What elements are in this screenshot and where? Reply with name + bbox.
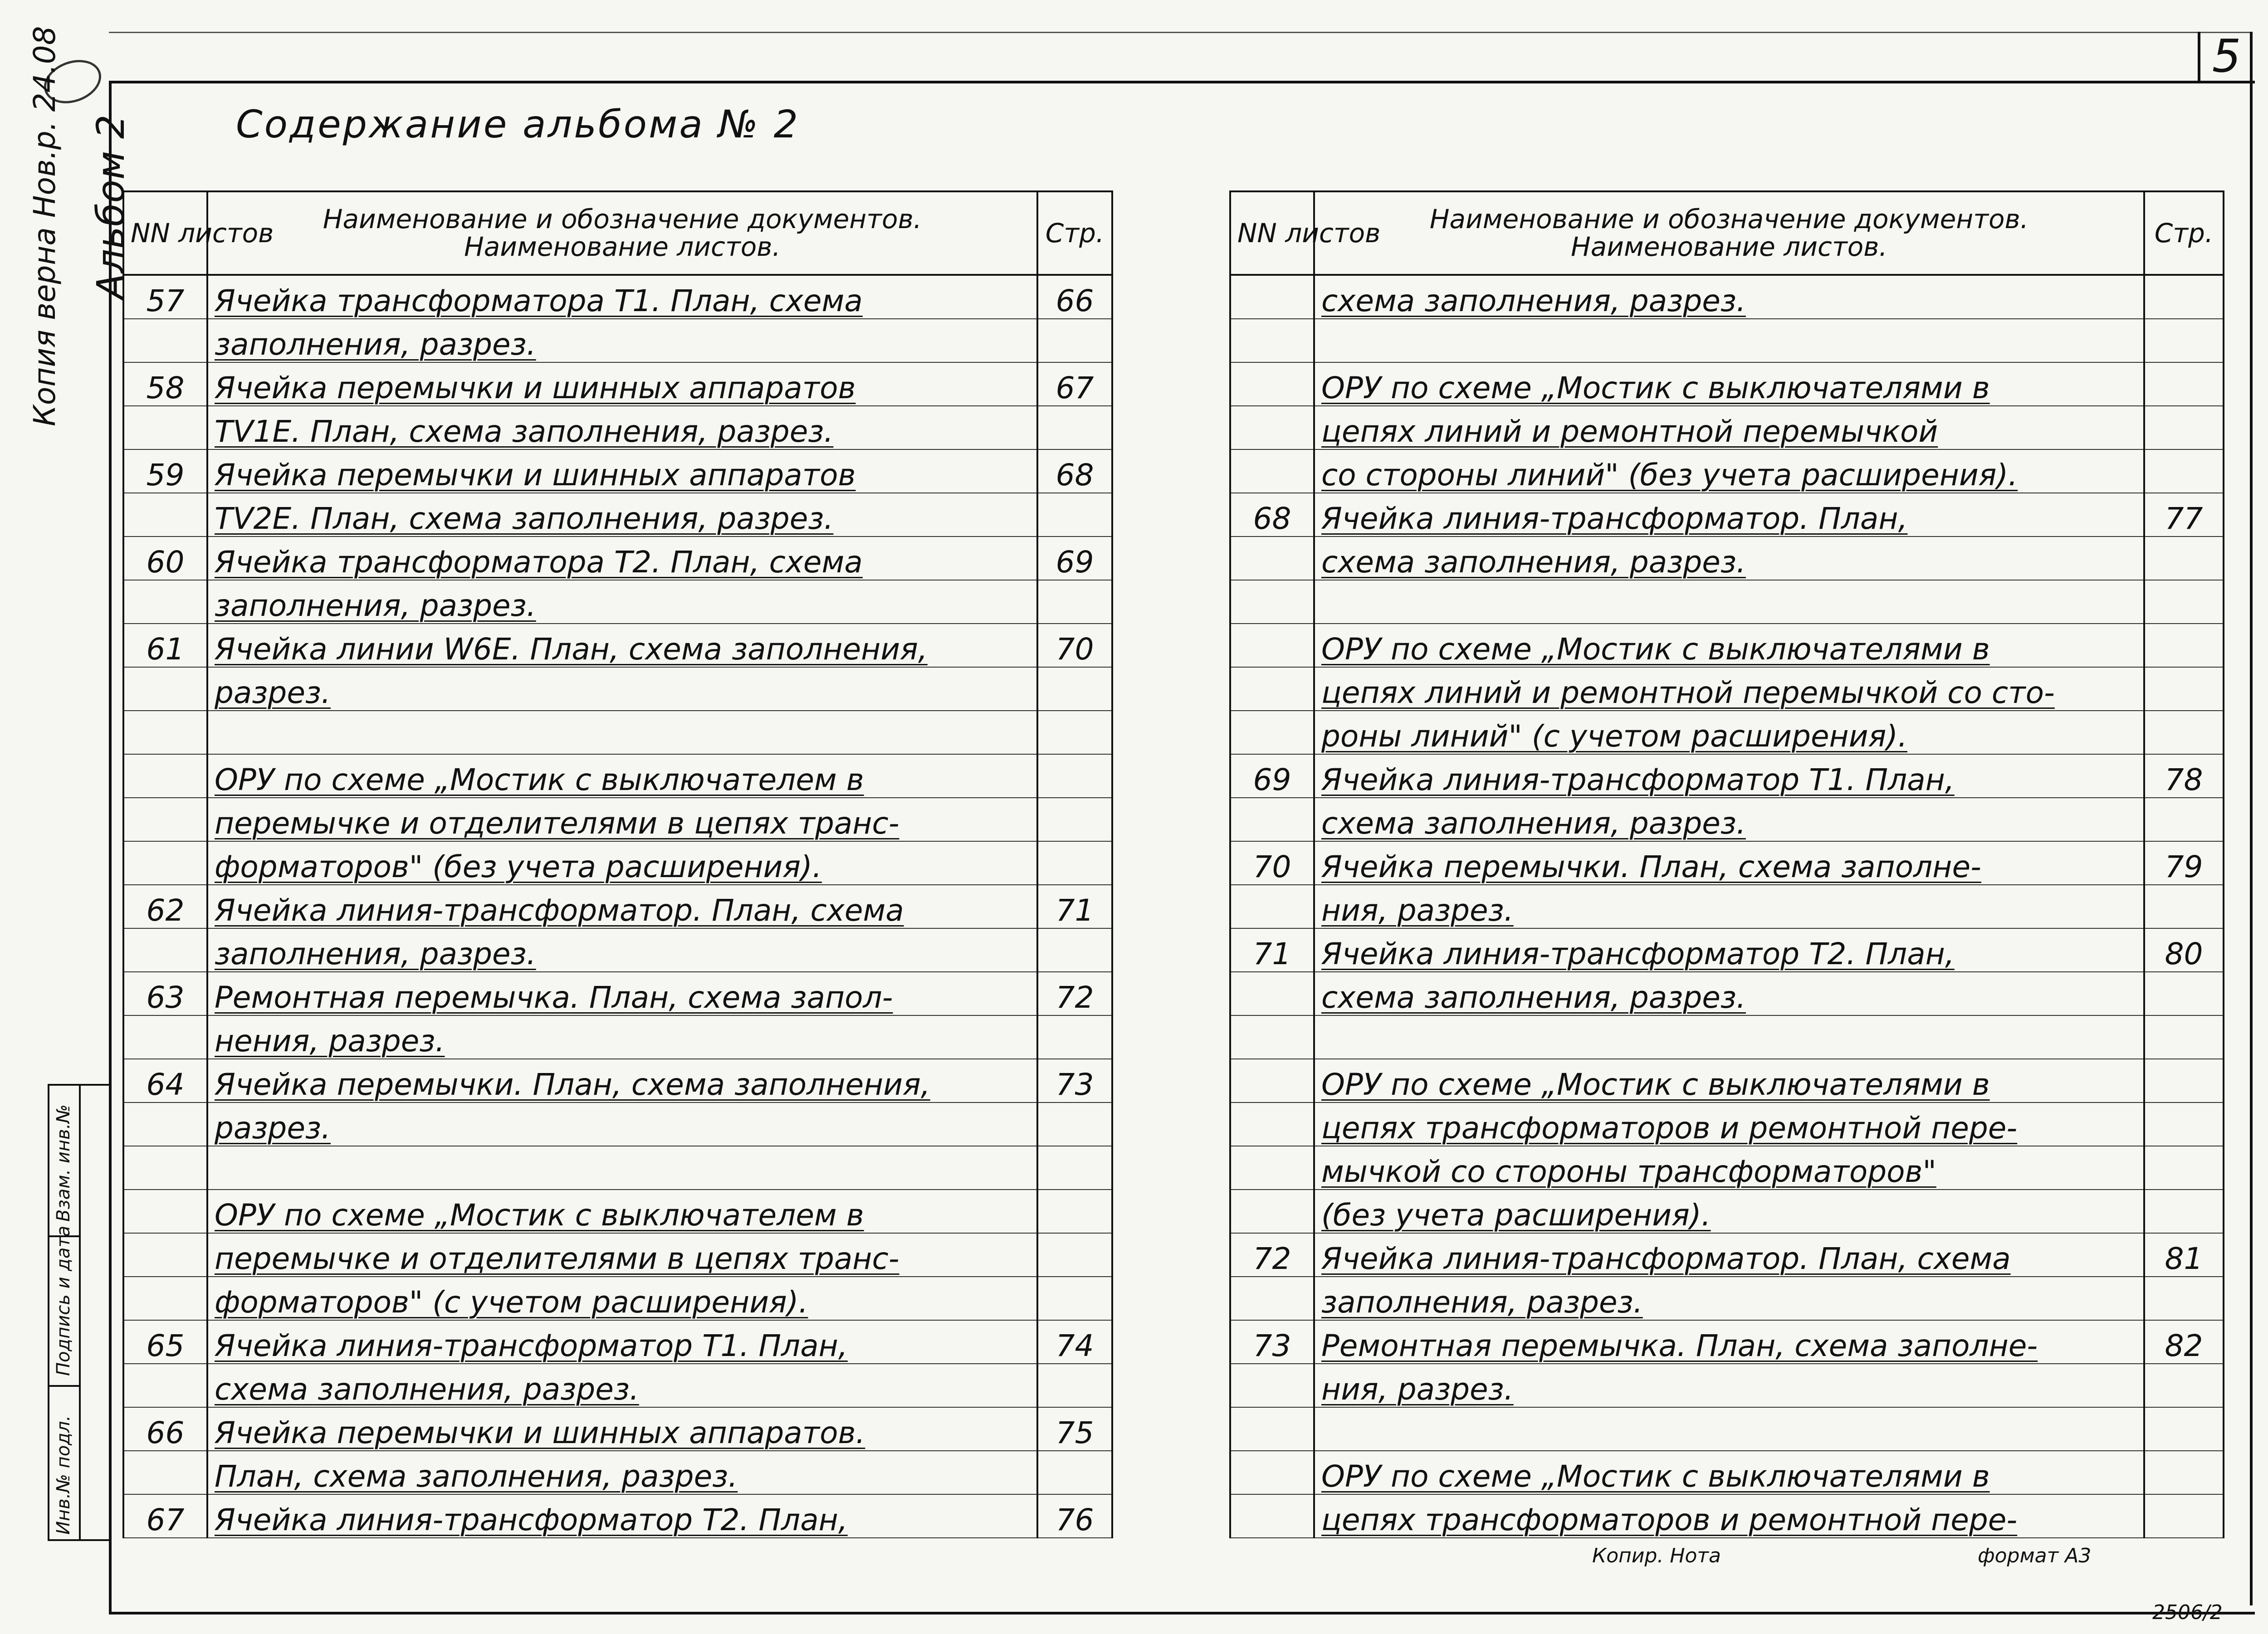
- sheet-number-cell: [1230, 1102, 1314, 1146]
- sheet-number-cell: 70: [1230, 841, 1314, 885]
- sheet-number-cell: 71: [1230, 928, 1314, 972]
- table-row: [1230, 1233, 2224, 1277]
- table-row: [123, 754, 1112, 798]
- table-header-row: [123, 191, 1112, 275]
- page-number-cell: [2144, 1494, 2224, 1538]
- entry-text-cell: TV1E. План, схема заполнения, разрез.: [207, 406, 1037, 449]
- table-row: [1230, 1407, 2224, 1451]
- entry-text-cell: перемычке и отделителями в цепях транс-: [207, 1233, 1037, 1277]
- header-sheet-no: NN листов: [1230, 191, 1314, 275]
- sheet-number-cell: [123, 928, 207, 972]
- table-row: [123, 841, 1112, 885]
- sheet-number-cell: 66: [123, 1407, 207, 1451]
- sheet-number-cell: 72: [1230, 1233, 1314, 1277]
- table-row: [1230, 928, 2224, 972]
- entry-text-cell: Ячейка линия-трансформатор Т2. План,: [1314, 928, 2144, 972]
- entry-text-cell: перемычке и отделителями в цепях транс-: [207, 798, 1037, 841]
- table-row: [1230, 711, 2224, 754]
- sheet-number-cell: [1230, 1059, 1314, 1102]
- entry-text-cell: схема заполнения, разрез.: [207, 1364, 1037, 1407]
- entry-text-cell: [1314, 580, 2144, 624]
- page-number-cell: [2144, 1277, 2224, 1320]
- table-row: [123, 624, 1112, 667]
- entry-text-cell: со стороны линий" (без учета расширения).: [1314, 449, 2144, 493]
- sheet-number-cell: [123, 1364, 207, 1407]
- entry-text-cell: заполнения, разрез.: [207, 319, 1037, 362]
- table-row: [123, 928, 1112, 972]
- sheet-number-cell: [1230, 362, 1314, 406]
- entry-text-cell: Ячейка перемычки. План, схема заполне-: [1314, 841, 2144, 885]
- entry-text-cell: Ячейка перемычки и шинных аппаратов.: [207, 1407, 1037, 1451]
- album-label: Альбом 2: [88, 114, 133, 299]
- stamp-sign-date: Подпись и дата: [53, 1225, 74, 1376]
- table-row: [123, 711, 1112, 754]
- table-row: [1230, 275, 2224, 319]
- page-number-cell: [2144, 1407, 2224, 1451]
- entry-text-cell: Ячейка перемычки. План, схема заполнения,: [207, 1059, 1037, 1102]
- table-row: [1230, 580, 2224, 624]
- page-number-cell: [1037, 841, 1112, 885]
- entry-text-cell: Ячейка трансформатора Т2. План, схема: [207, 537, 1037, 580]
- table-row: [1230, 537, 2224, 580]
- table-row: [1230, 798, 2224, 841]
- sheet-number-cell: [123, 1190, 207, 1233]
- sheet-number-cell: 62: [123, 885, 207, 928]
- contents-table-right: [1229, 190, 2224, 1538]
- entry-text-cell: Ячейка линия-трансформатор. План,: [1314, 493, 2144, 537]
- stamp-replace-inv: Взам. инв.№: [53, 1104, 74, 1222]
- page-number-cell: 70: [1037, 624, 1112, 667]
- table-row: [123, 406, 1112, 449]
- page-number-cell: [2144, 1146, 2224, 1190]
- page-number-cell: [1037, 1277, 1112, 1320]
- sheet-number-cell: [123, 1102, 207, 1146]
- entry-text-cell: мычкой со стороны трансформаторов": [1314, 1146, 2144, 1190]
- document-code: 2506/2: [2152, 1601, 2223, 1624]
- entry-text-cell: ОРУ по схеме „Мостик с выключателем в: [207, 1190, 1037, 1233]
- table-row: [1230, 319, 2224, 362]
- sheet-number-cell: [123, 319, 207, 362]
- table-row: [1230, 1277, 2224, 1320]
- sheet-number-cell: 59: [123, 449, 207, 493]
- sheet-number-cell: [123, 841, 207, 885]
- entry-text-cell: Ячейка линия-трансформатор Т2. План,: [207, 1494, 1037, 1538]
- entry-text-cell: [1314, 1407, 2144, 1451]
- stamp-divider: [49, 1385, 79, 1387]
- sheet-number-cell: 68: [1230, 493, 1314, 537]
- page-number-cell: [2144, 275, 2224, 319]
- table-row: [123, 580, 1112, 624]
- table-row: [1230, 667, 2224, 711]
- sheet-number-cell: [123, 1451, 207, 1494]
- sheet-number-cell: 64: [123, 1059, 207, 1102]
- page-number-cell: 69: [1037, 537, 1112, 580]
- sheet-number-cell: [123, 406, 207, 449]
- page-number-cell: [1037, 580, 1112, 624]
- paper-format: формат А3: [1978, 1544, 2092, 1567]
- entry-text-cell: [1314, 1015, 2144, 1059]
- sheet-number-cell: [1230, 667, 1314, 711]
- page-number-cell: 80: [2144, 928, 2224, 972]
- page-number-cell: [2144, 406, 2224, 449]
- sheet-number-cell: [123, 754, 207, 798]
- table-row: [1230, 493, 2224, 537]
- table-row: [123, 1146, 1112, 1190]
- entry-text-cell: схема заполнения, разрез.: [1314, 537, 2144, 580]
- entry-text-cell: цепях трансформаторов и ремонтной пере-: [1314, 1494, 2144, 1538]
- table-row: [123, 798, 1112, 841]
- sheet-number-cell: 67: [123, 1494, 207, 1538]
- top-trim-line: [109, 32, 2250, 33]
- sheet-number-cell: 65: [123, 1320, 207, 1364]
- sheet-number-cell: [123, 1233, 207, 1277]
- page-number-cell: [1037, 928, 1112, 972]
- header-name-line2: Наименование листов.: [1571, 231, 1887, 262]
- page-number-cell: 74: [1037, 1320, 1112, 1364]
- header-name-line2: Наименование листов.: [464, 231, 781, 262]
- page-number-cell: 78: [2144, 754, 2224, 798]
- entry-text-cell: роны линий" (с учетом расширения).: [1314, 711, 2144, 754]
- entry-text-cell: форматоров" (с учетом расширения).: [207, 1277, 1037, 1320]
- sheet-number-cell: [1230, 1190, 1314, 1233]
- table-row: [123, 885, 1112, 928]
- entry-text-cell: форматоров" (без учета расширения).: [207, 841, 1037, 885]
- page-number-cell: [1037, 1146, 1112, 1190]
- table-row: [123, 1233, 1112, 1277]
- sheet-number-cell: 61: [123, 624, 207, 667]
- entry-text-cell: цепях линий и ремонтной перемычкой со сто-: [1314, 667, 2144, 711]
- side-stamp: [48, 1084, 111, 1541]
- header-page: Стр.: [1037, 191, 1112, 275]
- entry-text-cell: Ячейка линии W6E. План, схема заполнения,: [207, 624, 1037, 667]
- entry-text-cell: Ячейка линия-трансформатор. План, схема: [1314, 1233, 2144, 1277]
- table-row: [1230, 1451, 2224, 1494]
- table-row: [1230, 1364, 2224, 1407]
- page-number-cell: [2144, 711, 2224, 754]
- page-number-cell: [2144, 362, 2224, 406]
- page-number-cell: [2144, 885, 2224, 928]
- header-name: [1314, 191, 2144, 275]
- page-title: Содержание альбома № 2: [236, 102, 800, 146]
- table-row: [1230, 841, 2224, 885]
- sheet-number-cell: [1230, 1015, 1314, 1059]
- entry-text-cell: ОРУ по схеме „Мостик с выключателями в: [1314, 1451, 2144, 1494]
- table-row: [1230, 449, 2224, 493]
- table-row: [1230, 362, 2224, 406]
- table-row: [123, 667, 1112, 711]
- sheet-number-cell: [1230, 1277, 1314, 1320]
- table-row: [123, 1451, 1112, 1494]
- page-number-cell: [2144, 1059, 2224, 1102]
- sheet-number-cell: [1230, 1494, 1314, 1538]
- sheet-number-cell: [123, 711, 207, 754]
- entry-text-cell: разрез.: [207, 1102, 1037, 1146]
- sheet-number-cell: [1230, 798, 1314, 841]
- sheet-number-cell: [123, 1015, 207, 1059]
- page-number-cell: [2144, 667, 2224, 711]
- page-number-cell: [1037, 798, 1112, 841]
- entry-text-cell: TV2E. План, схема заполнения, разрез.: [207, 493, 1037, 537]
- page-number-cell: [2144, 319, 2224, 362]
- table-row: [1230, 754, 2224, 798]
- page-number-cell: [1037, 1102, 1112, 1146]
- sheet-number-cell: [1230, 1364, 1314, 1407]
- page-number-cell: [1037, 1015, 1112, 1059]
- sheet-number-cell: [1230, 1146, 1314, 1190]
- page-number-cell: 77: [2144, 493, 2224, 537]
- page-number-cell: 82: [2144, 1320, 2224, 1364]
- entry-text-cell: Ячейка перемычки и шинных аппаратов: [207, 449, 1037, 493]
- entry-text-cell: Ячейка линия-трансформатор Т1. План,: [207, 1320, 1037, 1364]
- sheet-number-cell: [1230, 1451, 1314, 1494]
- table-row: [1230, 1190, 2224, 1233]
- entry-text-cell: План, схема заполнения, разрез.: [207, 1451, 1037, 1494]
- sheet-number-cell: [123, 1277, 207, 1320]
- header-sheet-no: NN листов: [123, 191, 207, 275]
- page-number-cell: 72: [1037, 972, 1112, 1015]
- table-row: [1230, 1015, 2224, 1059]
- page-number-cell: [2144, 1102, 2224, 1146]
- sheet-number-cell: [1230, 972, 1314, 1015]
- sheet-number-cell: [1230, 580, 1314, 624]
- entry-text-cell: заполнения, разрез.: [1314, 1277, 2144, 1320]
- entry-text-cell: Ячейка перемычки и шинных аппаратов: [207, 362, 1037, 406]
- table-row: [123, 1494, 1112, 1538]
- page-number-cell: [2144, 580, 2224, 624]
- sheet-number: 5: [2198, 32, 2253, 83]
- table-row: [1230, 406, 2224, 449]
- page-number-cell: [1037, 1190, 1112, 1233]
- entry-text-cell: ния, разрез.: [1314, 885, 2144, 928]
- drawing-frame-right-edge: [2250, 32, 2253, 1605]
- entry-text-cell: цепях трансформаторов и ремонтной пере-: [1314, 1102, 2144, 1146]
- header-name: [207, 191, 1037, 275]
- page-number-cell: [1037, 1364, 1112, 1407]
- sheet-number-cell: 63: [123, 972, 207, 1015]
- table-row: [123, 1407, 1112, 1451]
- page-number-cell: 81: [2144, 1233, 2224, 1277]
- page-number-cell: [2144, 1015, 2224, 1059]
- table-row: [1230, 624, 2224, 667]
- entry-text-cell: Ячейка линия-трансформатор. План, схема: [207, 885, 1037, 928]
- table-row: [123, 493, 1112, 537]
- sheet-number-cell: 60: [123, 537, 207, 580]
- page-number-cell: [1037, 406, 1112, 449]
- table-row: [123, 1320, 1112, 1364]
- sheet-number-cell: 73: [1230, 1320, 1314, 1364]
- page-number-cell: [1037, 319, 1112, 362]
- sheet-number-cell: [1230, 885, 1314, 928]
- page-number-cell: 68: [1037, 449, 1112, 493]
- sheet-number-cell: 58: [123, 362, 207, 406]
- sheet-number-cell: [123, 667, 207, 711]
- copied-by: Копир. Нота: [1592, 1544, 1721, 1567]
- page-number-cell: 75: [1037, 1407, 1112, 1451]
- page-number-cell: [2144, 449, 2224, 493]
- sheet-number-cell: [123, 798, 207, 841]
- stamp-inv-orig: Инв.№ подл.: [53, 1415, 74, 1535]
- page-number-cell: 73: [1037, 1059, 1112, 1102]
- entry-text-cell: ния, разрез.: [1314, 1364, 2144, 1407]
- sheet-number-cell: [1230, 711, 1314, 754]
- table-row: [1230, 885, 2224, 928]
- table-row: [1230, 972, 2224, 1015]
- entry-text-cell: цепях линий и ремонтной перемычкой: [1314, 406, 2144, 449]
- copy-note: Копия верна Нов.р. 24.08: [27, 26, 62, 426]
- table-row: [123, 275, 1112, 319]
- table-row: [123, 1015, 1112, 1059]
- table-row: [1230, 1146, 2224, 1190]
- sheet-number-cell: 57: [123, 275, 207, 319]
- contents-table-left: [122, 190, 1113, 1538]
- entry-text-cell: схема заполнения, разрез.: [1314, 798, 2144, 841]
- header-name-line1: Наименование и обозначение документов.: [1429, 204, 2029, 235]
- header-name-line1: Наименование и обозначение документов.: [323, 204, 922, 235]
- table-row: [123, 319, 1112, 362]
- sheet-number-cell: [1230, 449, 1314, 493]
- entry-text-cell: Ремонтная перемычка. План, схема запол-: [207, 972, 1037, 1015]
- entry-text-cell: [207, 711, 1037, 754]
- sheet-number-cell: 69: [1230, 754, 1314, 798]
- entry-text-cell: разрез.: [207, 667, 1037, 711]
- entry-text-cell: Ремонтная перемычка. План, схема заполне-: [1314, 1320, 2144, 1364]
- table-row: [123, 1277, 1112, 1320]
- page-number-cell: 71: [1037, 885, 1112, 928]
- page-number-cell: [2144, 1190, 2224, 1233]
- table-row: [123, 1364, 1112, 1407]
- entry-text-cell: нения, разрез.: [207, 1015, 1037, 1059]
- sheet-number-cell: [123, 580, 207, 624]
- page-number-cell: [1037, 754, 1112, 798]
- page-number-cell: [2144, 1451, 2224, 1494]
- entry-text-cell: Ячейка трансформатора Т1. План, схема: [207, 275, 1037, 319]
- entry-text-cell: (без учета расширения).: [1314, 1190, 2144, 1233]
- entry-text-cell: схема заполнения, разрез.: [1314, 972, 2144, 1015]
- entry-text-cell: ОРУ по схеме „Мостик с выключателями в: [1314, 362, 2144, 406]
- sheet-number-cell: [1230, 319, 1314, 362]
- sheet-number-cell: [1230, 624, 1314, 667]
- entry-text-cell: схема заполнения, разрез.: [1314, 275, 2144, 319]
- page-number-cell: [1037, 711, 1112, 754]
- entry-text-cell: Ячейка линия-трансформатор Т1. План,: [1314, 754, 2144, 798]
- table-row: [123, 362, 1112, 406]
- sheet-number-cell: [1230, 1407, 1314, 1451]
- page-number-cell: 79: [2144, 841, 2224, 885]
- table-header-row: [1230, 191, 2224, 275]
- page-number-cell: [2144, 537, 2224, 580]
- header-page: Стр.: [2144, 191, 2224, 275]
- page-number-cell: [2144, 1364, 2224, 1407]
- sheet-number-cell: [1230, 406, 1314, 449]
- entry-text-cell: [207, 1146, 1037, 1190]
- page-number-cell: [2144, 798, 2224, 841]
- table-row: [123, 1102, 1112, 1146]
- table-row: [123, 537, 1112, 580]
- entry-text-cell: заполнения, разрез.: [207, 580, 1037, 624]
- page-number-cell: [1037, 1451, 1112, 1494]
- table-row: [123, 972, 1112, 1015]
- table-row: [1230, 1494, 2224, 1538]
- entry-text-cell: заполнения, разрез.: [207, 928, 1037, 972]
- table-row: [1230, 1320, 2224, 1364]
- page-number-cell: 76: [1037, 1494, 1112, 1538]
- page-number-cell: [1037, 667, 1112, 711]
- table-row: [1230, 1102, 2224, 1146]
- table-row: [123, 449, 1112, 493]
- page-number-cell: [2144, 972, 2224, 1015]
- page-number-cell: [1037, 493, 1112, 537]
- table-row: [123, 1190, 1112, 1233]
- table-row: [123, 1059, 1112, 1102]
- sheet-number-cell: [1230, 537, 1314, 580]
- page-number-cell: 67: [1037, 362, 1112, 406]
- page-number-cell: [1037, 1233, 1112, 1277]
- page-number-cell: 66: [1037, 275, 1112, 319]
- entry-text-cell: [1314, 319, 2144, 362]
- entry-text-cell: ОРУ по схеме „Мостик с выключателями в: [1314, 624, 2144, 667]
- sheet-number-cell: [123, 1146, 207, 1190]
- entry-text-cell: ОРУ по схеме „Мостик с выключателями в: [1314, 1059, 2144, 1102]
- sheet-number-cell: [1230, 275, 1314, 319]
- sheet-number-cell: [123, 493, 207, 537]
- table-row: [1230, 1059, 2224, 1102]
- page-number-cell: [2144, 624, 2224, 667]
- entry-text-cell: ОРУ по схеме „Мостик с выключателем в: [207, 754, 1037, 798]
